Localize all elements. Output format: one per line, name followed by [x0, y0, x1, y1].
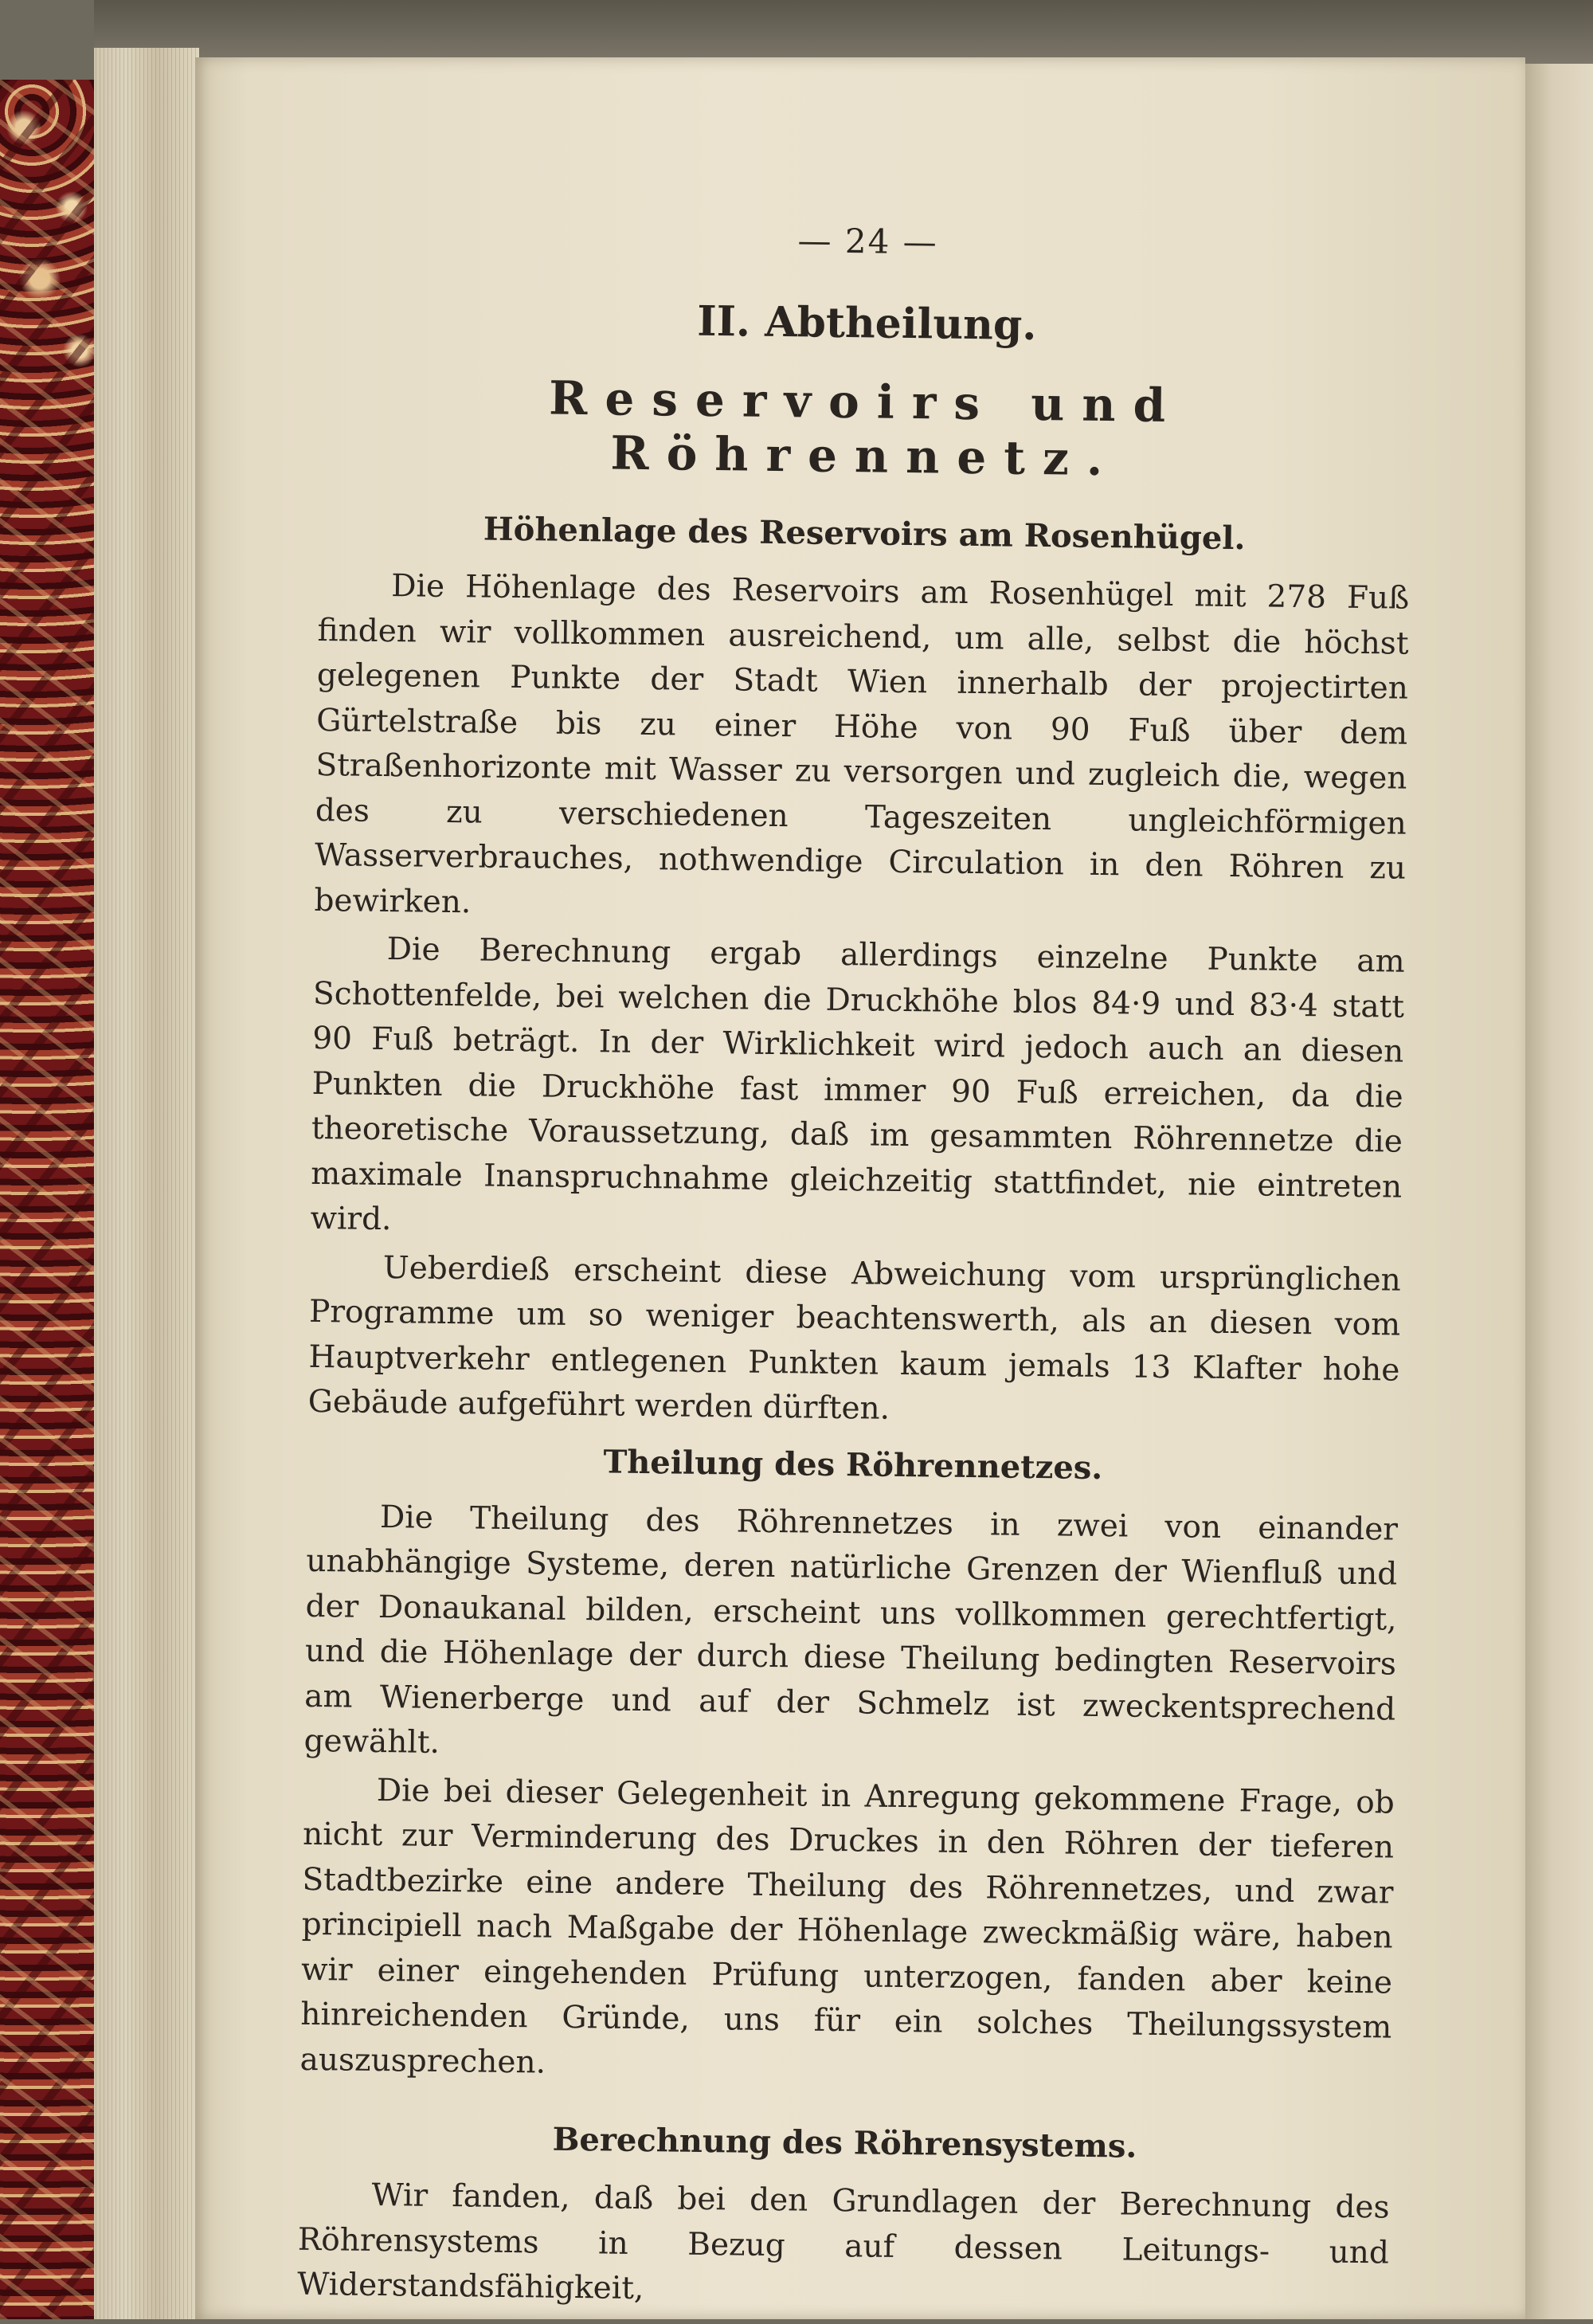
subheading-berechnung: Berechnung des Röhrensystems. — [552, 2120, 1137, 2165]
paragraph: Ueberdieß erscheint diese Abweichung vom ursprünglichen Programme um so weniger beachtenswerth, als an diesen vom Hauptverkehr entlegenen Punkten kaum jemals 13 Klafter hohe Gebäude aufgeführt werden dürften. — [307, 1249, 1402, 1427]
paragraph: Die bei dieser Gelegenheit in Anregung gekommene Frage, ob nicht zur Verminderung des Druckes in den Röhren der tieferen Stadtbezirke eine andere Theilung des Röhrennetzes, und zwar principiell nach Maßgabe der Höhenlage zweckmäßig wäre, haben wir einer eingehenden Prüfung unterzogen, fanden aber keine hinreichenden Gründe, uns für ein solches Theilungssystem auszusprechen. — [299, 1772, 1395, 2081]
paragraph: Die Höhenlage des Reservoirs am Rosenhügel mit 278 Fuß finden wir vollkommen ausreichend, um alle, selbst die höchst gelegenen Punkte der Stadt Wien innerhalb der projectirten Gürtelstraße bis zu einer Höhe von 90 Fuß über dem Straßenhorizonte mit Wasser zu versorgen und zugleich die, wegen des zu verschiedenen Tageszeiten ungleichförmigen Wasserverbrauches, nothwendige Circulation in den Röhren zu bewirken. — [314, 568, 1410, 920]
page-content — [297, 215, 1414, 2324]
top-background — [94, 0, 1593, 64]
subheading-theilung: Theilung des Röhrennetzes. — [603, 1442, 1103, 1487]
page-number: — 24 — — [797, 221, 939, 262]
page-edges — [96, 48, 199, 2319]
paragraph: Wir fanden, daß bei den Grundlagen der Berechnung des Röhrensystems in Bezug auf dessen Leitungs- und Widerstandsfähigkeit, — [296, 2177, 1390, 2307]
paragraph: Die Theilung des Röhrennetzes in zwei von einander unabhängige Systeme, deren natürliche Grenzen der Wienfluß und der Donaukanal bilden, erscheint uns vollkommen gerechtfertigt, und die Höhenlage der durch diese Theilung bedingten Reservoirs am Wienerberge und auf der Schmelz ist zweckentsprechend gewählt. — [303, 1499, 1399, 1761]
marbled-book-edge — [0, 80, 104, 2319]
section-title: II. Abtheilung. — [697, 296, 1037, 350]
main-heading: Reservoirs und Röhrennetz. — [548, 370, 1184, 487]
subheading-hoehenlage: Höhenlage des Reservoirs am Rosenhügel. — [483, 510, 1246, 558]
facing-page-edge — [1525, 64, 1593, 2319]
paragraph: Die Berechnung ergab allerdings einzelne Punkte am Schottenfelde, bei welchen die Druckhöhe blos 84·9 und 83·4 statt 90 Fuß beträgt. In der Wirklichkeit wird jedoch auch an diesen Punkten die Druckhöhe fast immer 90 Fuß erreichen, da die theoretische Voraussetzung, daß im gesammten Röhrennetze die maximale Inanspruchnahme gleichzeitig stattfindet, nie eintreten wird. — [310, 931, 1405, 1238]
